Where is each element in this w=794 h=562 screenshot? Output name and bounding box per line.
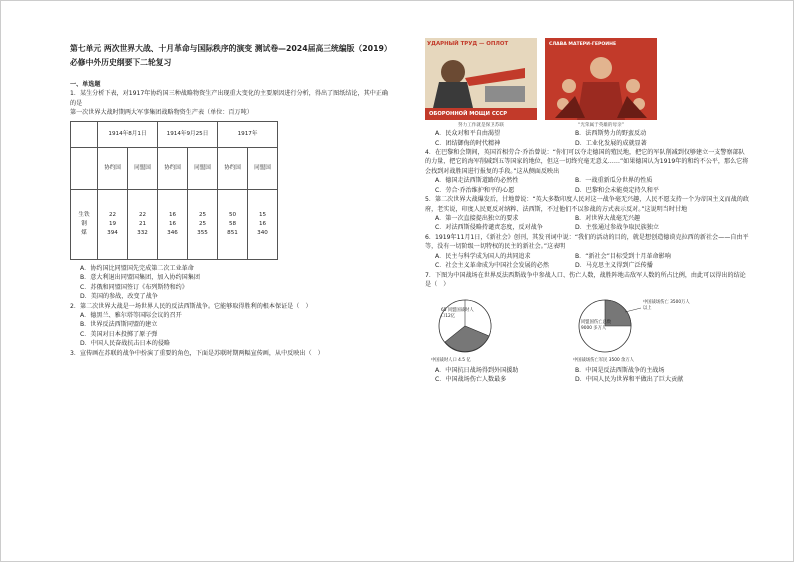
q5-options-row-2 xyxy=(435,223,750,232)
q7-options-row-2 xyxy=(435,375,750,384)
q3-option-d: D．工业化发展的成就显著 xyxy=(575,139,647,147)
poster-captions xyxy=(425,122,750,129)
q7-option-d: D．中国人民为世界和平做出了巨大贡献 xyxy=(575,375,684,383)
q5-options-row-1 xyxy=(435,214,750,223)
table-group: 同盟国 xyxy=(128,147,158,189)
question-6-stem: 6．1919年11月1日，《新社会》创刊，其发刊词中说：“我们的活动的目的，就是想创造德谟克拉西的新社会——自由平等，没有一切阶级一切特权的民主的新社会。”这表明 xyxy=(425,233,749,251)
question-1-stem: 1．某生分析下表，对1917年协约国三种战略物资生产出现重大变化的主要原因进行分析，得出了图纸结论，其中正确的是 xyxy=(70,90,388,107)
table-date-3: 1917年 xyxy=(218,121,278,147)
q7-options-row-1 xyxy=(435,366,750,375)
question-5-stem: 5．第二次世界大战爆发后，甘地曾说：“英大多数印度人民对这一战争毫无兴趣，人民不愿支持一个为帝国主义而战的政府，老实说，印度人民更反对纳粹、法西斯，不过他们不以参战的方式表示反对。”这说明当时甘地 xyxy=(425,196,749,213)
q7-option-c: C．中国战场伤亡人数最多 xyxy=(435,375,507,383)
table-group: 协约国 xyxy=(98,147,128,189)
table-group: 协约国 xyxy=(158,147,188,189)
pie-2-label-b: 同盟国伤亡总数 9000 多万人 xyxy=(581,319,612,331)
poster-2-illustration xyxy=(545,38,657,120)
table-title: 第一次世界大战时期两大军事集团战略物资生产表（单位：百万吨） xyxy=(70,109,253,117)
section-label: 一、单选题 xyxy=(70,81,101,88)
table-group: 同盟国 xyxy=(188,147,218,189)
data-table xyxy=(70,121,278,260)
q5-option-d: D．主张通过参战争取民族独立 xyxy=(575,224,659,232)
poster-1-caption: 努力工作就是保卫苏联 xyxy=(458,123,504,128)
poster-1-image xyxy=(425,38,537,120)
table-group: 同盟国 xyxy=(248,147,278,189)
q6-options-row-2 xyxy=(435,261,750,270)
q5-option-a: A．第一次直接提出独立的要求 xyxy=(435,215,519,223)
question-2-stem: 2．第二次世界大战是一场世界人民的反法西斯战争。它能够取得胜利的根本保证是（ ） xyxy=(70,302,312,310)
left-column xyxy=(70,78,394,358)
poster-2-banner: СЛАВА МАТЕРИ-ГЕРОИНЕ xyxy=(549,42,617,47)
table-group: 协约国 xyxy=(218,147,248,189)
table-cell: 15 16 340 xyxy=(248,189,278,259)
pie-1-bottom-label: 中国战时人口 4.5 亿 xyxy=(431,357,471,363)
q4-option-d: D．巴黎和会未能奠定持久和平 xyxy=(575,186,659,194)
row-label: 钢 xyxy=(81,220,87,227)
q7-option-b: B．中国是反法西斯战争的主战场 xyxy=(575,366,665,374)
question-7-stem: 7．下图为中国战场在世界反法西斯战争中参战人口、伤亡人数，战胜阵地击敌军人数的所占比例，由此可以得出的结论是（ ） xyxy=(425,271,746,289)
q5-option-c: C．对法西斯侵略持谴责态度，反对战争 xyxy=(435,224,543,232)
table-cell: 25 25 355 xyxy=(188,189,218,259)
q6-option-c: C．社会主义革命成为中国社会发展的必然 xyxy=(435,262,549,270)
right-column xyxy=(425,38,750,384)
q1-option-d: D．美国的参战，改变了战争 xyxy=(80,293,158,301)
table-cell: 22 19 394 xyxy=(98,189,128,259)
question-4-stem: 4．在巴黎和会期间，英国首相劳合·乔治曾说：“你们可以夺走德国的殖民地，把它的军队削减到仅够建立一支警察部队的力量，把它的海军削减到五等国家的地位，但这一切终究毫无意义……”如果德国认为1919年的和约不公平，那么它将会找到对战胜国进行报复的手段。”这从侧面反映出 xyxy=(425,148,749,175)
poster-1-illustration xyxy=(425,38,537,120)
q1-option-c: C．苏俄和同盟国签订《布列斯特和约》 xyxy=(80,283,188,291)
q3-options-row-2 xyxy=(435,139,750,148)
table-date-2: 1914年9月25日 xyxy=(158,121,218,147)
table-blank xyxy=(71,147,98,189)
table-cell: 16 16 346 xyxy=(158,189,188,259)
q3-option-a: A．民众对和平自由渴望 xyxy=(435,130,501,138)
q3-options-row-1 xyxy=(435,129,750,138)
q2-option-a: A．德黑兰、雅尔塔等国际会议的召开 xyxy=(80,311,182,319)
pie-1-label: 65 同盟国战时人口12亿 xyxy=(441,307,474,319)
q2-option-c: C．美国对日本投掷了原子弹 xyxy=(80,330,158,338)
pie-chart-1 xyxy=(431,294,531,358)
q3-option-c: C．团结御侮的时代精神 xyxy=(435,139,501,147)
table-date-1: 1914年8月1日 xyxy=(98,121,158,147)
q6-option-d: D．马克思主义得到广泛传播 xyxy=(575,262,653,270)
pie-2-label-a: 中国战场伤亡 3500万人以上 xyxy=(643,299,690,311)
q4-option-c: C．劳合·乔治维护和平的心愿 xyxy=(435,186,515,194)
q4-options-row-2 xyxy=(435,186,750,195)
poster-1-banner: УДАРНЫЙ ТРУД — ОПЛОТ xyxy=(427,41,509,47)
q3-option-b: B．法西斯势力的野蛮反动 xyxy=(575,130,647,138)
row-label: 生铁 xyxy=(78,212,90,219)
q1-option-a: A．协约国比同盟国先完成第二次工业革命 xyxy=(80,264,194,272)
q5-option-b: B．对世界大战毫无兴趣 xyxy=(575,215,641,223)
q6-options-row-1 xyxy=(435,252,750,261)
table-cell: 50 58 851 xyxy=(218,189,248,259)
question-3-stem: 3．宣传画在苏联的战争中扮演了重要的角色，下面是苏联时期两幅宣传画，从中反映出（ ） xyxy=(70,349,324,357)
q4-options-row-1 xyxy=(435,176,750,185)
posters xyxy=(425,38,750,120)
pie-figure-2 xyxy=(561,294,711,366)
q7-option-a: A．中国抗日战场得到外国援助 xyxy=(435,366,519,374)
table-corner xyxy=(71,121,98,147)
q4-option-b: B．一战重新瓜分世界的性质 xyxy=(575,177,653,185)
q4-option-a: A．德国走法西斯道路的必然性 xyxy=(435,177,519,185)
row-label: 煤 xyxy=(81,229,87,236)
document-title: 第七单元 两次世界大战、十月革命与国际秩序的演变 测试卷—2024届高三统编版（2019）必修中外历史纲要下二轮复习 xyxy=(70,44,392,67)
pie-figure-1 xyxy=(431,294,531,366)
q6-option-b: B．“新社会”目标受到十月革命影响 xyxy=(575,252,671,260)
poster-2-image xyxy=(545,38,657,120)
poster-1-footer: ОБОРОННОЙ МОЩИ СССР xyxy=(429,111,508,117)
q2-option-d: D．中国人民奋战抗击日本的侵略 xyxy=(80,340,171,348)
pie-figures xyxy=(431,294,750,366)
q1-option-b: B．意大利退出同盟国集团，加入协约国集团 xyxy=(80,274,200,282)
pie-2-bottom-label: 中国战场伤亡军民 3500 余万人 xyxy=(573,357,634,363)
q6-option-a: A．民主与科学成为国人的共同追求 xyxy=(435,252,531,260)
table-row-labels xyxy=(71,189,98,259)
poster-2-caption: “光荣属于英雄的母亲” xyxy=(577,123,625,128)
q2-option-b: B．世界反法西斯同盟的建立 xyxy=(80,321,158,329)
table-cell: 22 21 332 xyxy=(128,189,158,259)
